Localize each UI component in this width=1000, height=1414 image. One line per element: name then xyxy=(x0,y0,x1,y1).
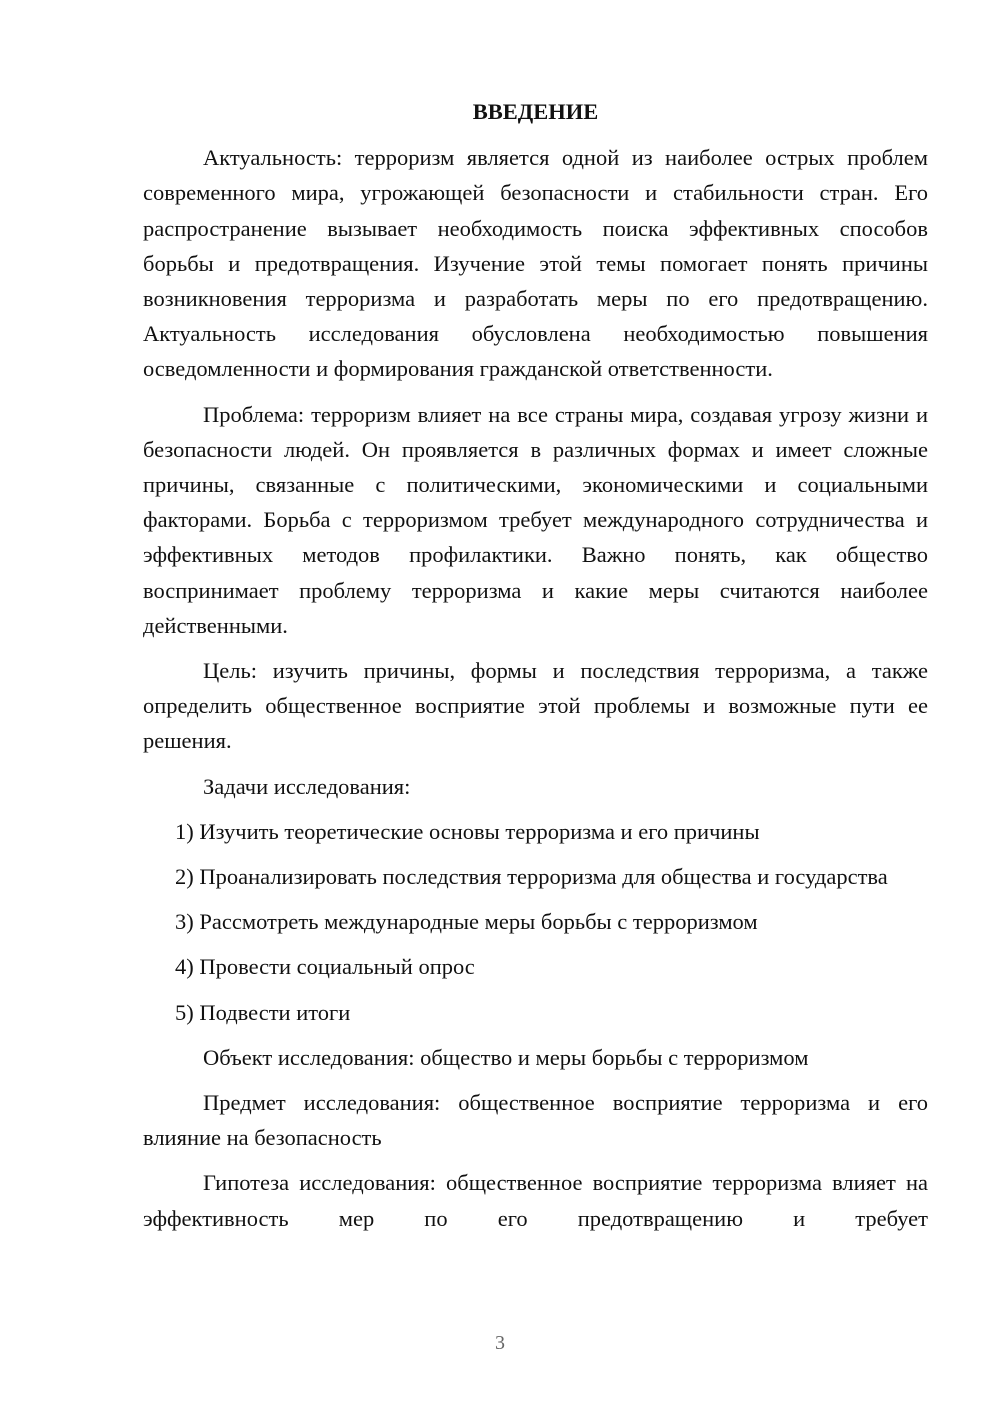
hypothesis-paragraph: Гипотеза исследования: общественное восприятие терроризма влияет на эффективность мер по его предотвращению и требует xyxy=(143,1170,928,1231)
page-number: 3 xyxy=(495,1332,505,1354)
subject-paragraph: Предмет исследования: общественное восприятие терроризма и его влияние на безопасность xyxy=(143,1090,928,1151)
section-title: ВВЕДЕНИЕ xyxy=(472,99,599,124)
tasks-heading: Задачи исследования: xyxy=(203,773,411,799)
relevance-paragraph: Актуальность: терроризм является одной из наиболее острых проблем современного мира, угрожающей безопасности и стабильности стран. Его распространение вызывает необходимость поиска эффективных способов борьбы и предотвращения. Изучение этой темы помогает понять причины возникновения терроризма и разработать меры по его предотвращению. Актуальность исследования обусловлена необходимостью повышения осведомленности и формирования гражданской ответственности. xyxy=(143,145,928,382)
goal-paragraph: Цель: изучить причины, формы и последствия терроризма, а также определить общественное восприятие этой проблемы и возможные пути ее решения. xyxy=(143,658,928,754)
task-item: 2) Проанализировать последствия терроризма для общества и государства xyxy=(175,864,888,890)
problem-paragraph: Проблема: терроризм влияет на все страны мира, создавая угрозу жизни и безопасности людей. Он проявляется в различных формах и имеет сложные причины, связанные с политическими, экономическими и социальными факторами. Борьба с терроризмом требует международного сотрудничества и эффективных методов профилактики. Важно понять, как общество воспринимает проблему терроризма и какие меры считаются наиболее действенными. xyxy=(143,401,928,638)
task-item: 3) Рассмотреть международные меры борьбы с терроризмом xyxy=(175,909,758,935)
task-item: 4) Провести социальный опрос xyxy=(175,954,475,980)
object-paragraph: Объект исследования: общество и меры борьбы с терроризмом xyxy=(203,1044,809,1070)
task-item: 5) Подвести итоги xyxy=(175,999,351,1025)
document-body xyxy=(143,94,928,1236)
task-item: 1) Изучить теоретические основы терроризма и его причины xyxy=(175,818,760,844)
